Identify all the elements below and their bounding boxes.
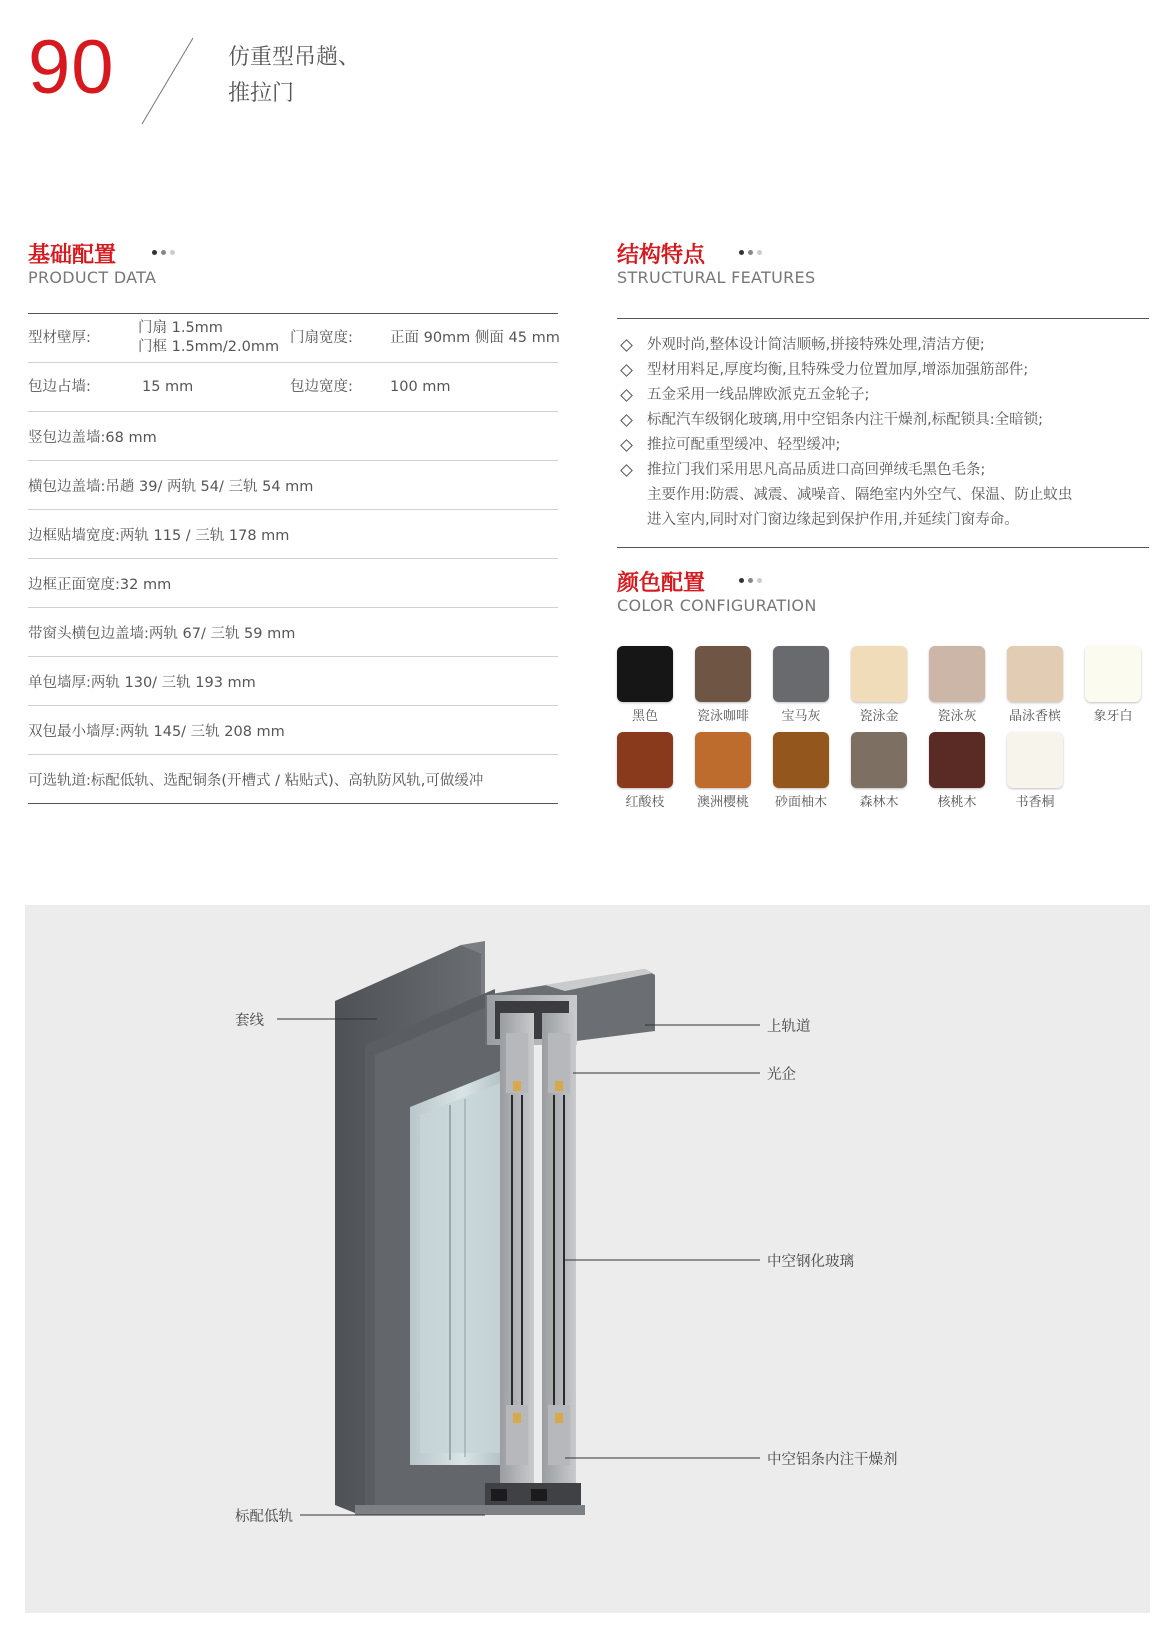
callout-trim: 套线 — [235, 1013, 264, 1029]
features-title: 结构特点 — [617, 243, 706, 268]
model-number: 90 — [28, 25, 115, 110]
diamond-bullet-icon — [620, 414, 633, 427]
colors-subtitle: COLOR CONFIGURATION — [617, 596, 817, 615]
spec-text: 可选轨道:标配低轨、选配铜条(开槽式 / 粘贴式)、高轨防风轨,可做缓冲 — [28, 772, 484, 789]
diamond-bullet-icon — [620, 389, 633, 402]
spec-row — [28, 608, 558, 657]
color-swatch-label: 瓷泳金 — [859, 709, 899, 724]
diamond-bullet-icon — [620, 464, 633, 477]
section-dots — [739, 250, 762, 255]
features-list — [617, 318, 1149, 548]
feature-continuation: 主要作用:防震、减震、减噪音、隔绝室内外空气、保温、防止蚊虫 — [647, 487, 1073, 503]
callout-light-enterprise: 光企 — [767, 1067, 796, 1083]
color-chip — [1007, 646, 1063, 702]
spec-row — [28, 657, 558, 706]
spec-text: 带窗头横包边盖墙:两轨 67/ 三轨 59 mm — [28, 625, 296, 642]
color-swatch-label: 黑色 — [631, 709, 658, 724]
color-swatch — [851, 646, 907, 724]
feature-item: 型材用料足,厚度均衡,且特殊受力位置加厚,增添加强筋部件; — [617, 358, 1149, 383]
profile-diagram — [25, 905, 1150, 1613]
feature-item: 外观时尚,整体设计简洁顺畅,拼接特殊处理,清洁方便; — [617, 333, 1149, 358]
color-swatch-label: 晶泳香槟 — [1008, 709, 1061, 724]
spec-value: 100 mm — [390, 378, 451, 395]
spec-label: 包边占墙: — [28, 378, 91, 395]
section-dots — [739, 578, 762, 583]
callout-top-track: 上轨道 — [767, 1019, 811, 1035]
spec-label: 包边宽度: — [290, 378, 353, 395]
spec-row — [28, 510, 558, 559]
spec-label: 型材壁厚: — [28, 329, 91, 346]
color-chip — [695, 732, 751, 788]
color-chip — [617, 646, 673, 702]
profile-illustration — [25, 905, 1150, 1613]
color-chip — [851, 646, 907, 702]
color-chip — [1007, 732, 1063, 788]
model-name-line2: 推拉门 — [228, 81, 295, 106]
callout-glass: 中空钢化玻璃 — [767, 1254, 854, 1270]
model-name — [228, 40, 360, 112]
color-swatch — [1085, 646, 1141, 724]
spec-value: 15 mm — [142, 378, 194, 395]
color-chip — [929, 646, 985, 702]
spec-value: 正面 90mm 侧面 45 mm — [390, 329, 560, 346]
feature-item: 五金采用一线品牌欧派克五金轮子; — [617, 383, 1149, 408]
features-subtitle: STRUCTURAL FEATURES — [617, 268, 816, 287]
color-swatch-label: 核桃木 — [937, 795, 977, 810]
spec-text: 竖包边盖墙:68 mm — [28, 429, 157, 446]
color-swatch — [617, 732, 673, 810]
color-chip — [773, 646, 829, 702]
color-swatch-label: 红酸枝 — [625, 795, 665, 810]
color-swatch-label: 瓷泳灰 — [937, 709, 977, 724]
color-swatch — [851, 732, 907, 810]
spec-row — [28, 461, 558, 510]
color-swatch-label: 澳洲樱桃 — [696, 795, 749, 810]
color-swatch-label: 瓷泳咖啡 — [696, 709, 749, 724]
callout-low-track: 标配低轨 — [235, 1509, 293, 1525]
model-name-line1: 仿重型吊趟、 — [228, 45, 361, 70]
color-swatch-label: 象牙白 — [1093, 709, 1133, 724]
feature-item: 推拉可配重型缓冲、轻型缓冲; — [617, 433, 1149, 458]
color-swatch — [695, 732, 751, 810]
spec-row — [28, 559, 558, 608]
spec-text: 横包边盖墙:吊趟 39/ 两轨 54/ 三轨 54 mm — [28, 478, 314, 495]
color-chip — [617, 732, 673, 788]
spec-text: 双包最小墙厚:两轨 145/ 三轨 208 mm — [28, 723, 285, 740]
feature-item: 推拉门我们采用思凡高品质进口高回弹绒毛黑色毛条; — [617, 458, 1149, 483]
color-swatch — [773, 732, 829, 810]
spec-text: 单包墙厚:两轨 130/ 三轨 193 mm — [28, 674, 256, 691]
spec-value: 门框 1.5mm/2.0mm — [138, 339, 280, 355]
color-swatch — [929, 646, 985, 724]
diamond-bullet-icon — [620, 364, 633, 377]
spec-text: 边框贴墙宽度:两轨 115 / 三轨 178 mm — [28, 527, 290, 544]
spec-row — [28, 706, 558, 755]
color-swatch — [773, 646, 829, 724]
color-swatch — [617, 646, 673, 724]
section-dots — [152, 250, 175, 255]
spec-row — [28, 412, 558, 461]
feature-continuation: 进入室内,同时对门窗边缘起到保护作用,并延续门窗寿命。 — [647, 512, 1019, 528]
color-chip — [1085, 646, 1141, 702]
spec-value: 门扇 1.5mm — [138, 320, 223, 336]
color-swatch — [929, 732, 985, 810]
product-data-subtitle: PRODUCT DATA — [28, 268, 157, 287]
color-swatch-label: 书香桐 — [1015, 795, 1055, 810]
color-chip — [929, 732, 985, 788]
colors-title: 颜色配置 — [617, 571, 706, 596]
color-swatch-label: 砂面柚木 — [774, 795, 827, 810]
color-chip — [851, 732, 907, 788]
color-swatch — [695, 646, 751, 724]
product-data-title: 基础配置 — [28, 243, 117, 268]
spec-row — [28, 314, 558, 363]
spec-label: 门扇宽度: — [290, 329, 353, 346]
color-chip — [695, 646, 751, 702]
spec-row — [28, 755, 558, 804]
title-divider — [138, 36, 198, 126]
diamond-bullet-icon — [620, 439, 633, 452]
color-swatch-label: 宝马灰 — [781, 709, 821, 724]
color-swatch-label: 森林木 — [859, 795, 899, 810]
color-swatch — [1007, 646, 1063, 724]
color-chip — [773, 732, 829, 788]
spec-row — [28, 363, 558, 412]
callout-spacer: 中空铝条内注干燥剂 — [767, 1452, 898, 1468]
spec-table — [28, 313, 558, 804]
feature-item: 标配汽车级钢化玻璃,用中空铝条内注干燥剂,标配锁具:全暗锁; — [617, 408, 1149, 433]
spec-text: 边框正面宽度:32 mm — [28, 576, 172, 593]
diamond-bullet-icon — [620, 339, 633, 352]
color-swatch — [1007, 732, 1063, 810]
